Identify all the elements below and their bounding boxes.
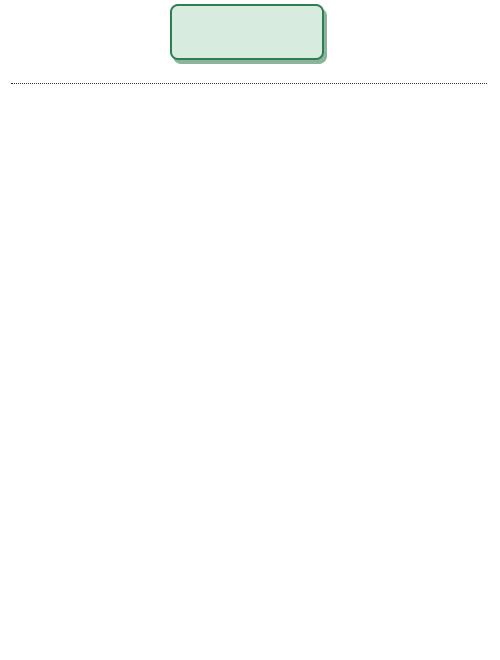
title-box xyxy=(170,4,324,60)
toc-entry-warmup[interactable] xyxy=(10,86,488,102)
table-of-contents xyxy=(10,80,488,102)
dot-leader xyxy=(11,83,487,84)
title-banner xyxy=(170,4,322,60)
